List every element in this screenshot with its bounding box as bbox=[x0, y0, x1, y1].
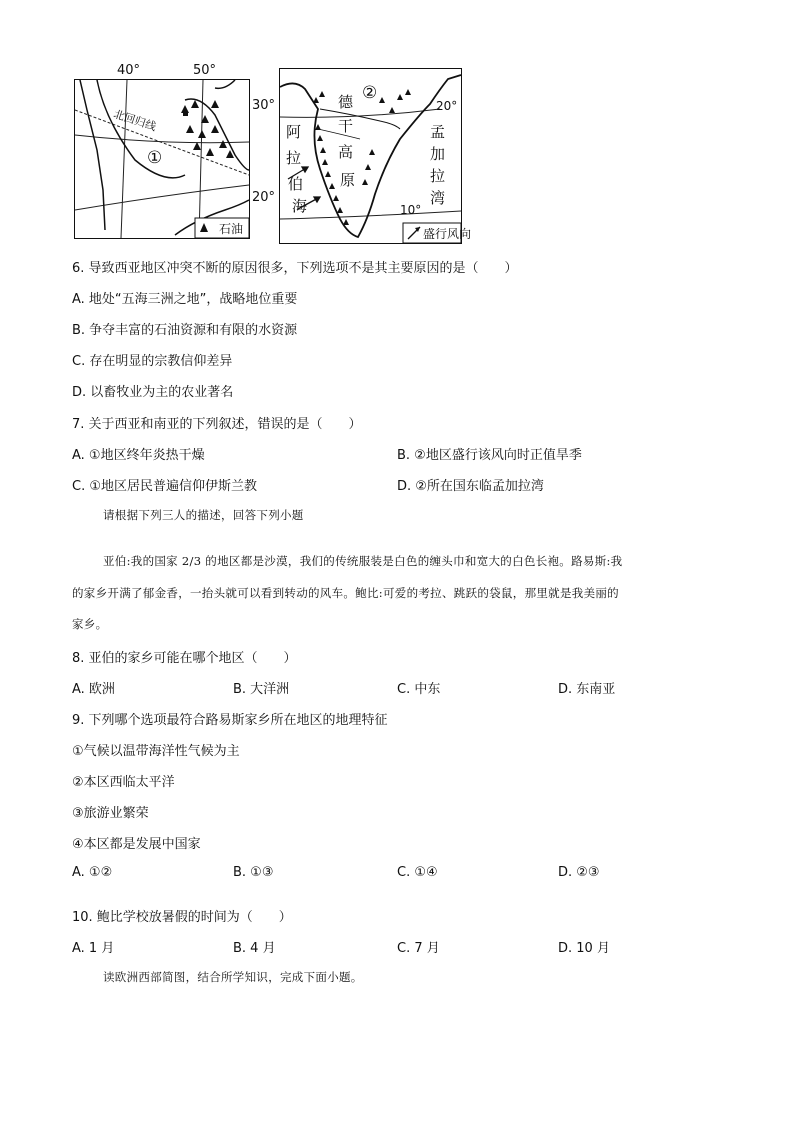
q7-option-d: D. ②所在国东临孟加拉湾 bbox=[397, 479, 544, 494]
q10-stem: 10. 鲍比学校放暑假的时间为（ ） bbox=[72, 910, 292, 925]
passage-line-2: 的家乡开满了郁金香，一抬头就可以看到转动的风车。鲍比:可爱的考拉、跳跃的袋鼠，那里就是我美丽的 bbox=[72, 586, 619, 600]
arabian-sea-char-3: 伯 bbox=[288, 175, 304, 193]
q6-option-d: D. 以畜牧业为主的农业著名 bbox=[72, 385, 234, 400]
instruction-europe-map: 读欧洲西部简图，结合所学知识，完成下面小题。 bbox=[103, 970, 363, 984]
q8-option-a: A. 欧洲 bbox=[72, 682, 115, 697]
region-2-marker: ② bbox=[362, 83, 378, 103]
bay-of-bengal-char-2: 加 bbox=[430, 145, 446, 163]
q8-stem: 8. 亚伯的家乡可能在哪个地区（ ） bbox=[72, 651, 297, 666]
q7-option-c: C. ①地区居民普遍信仰伊斯兰教 bbox=[72, 479, 257, 494]
q10-option-c: C. 7 月 bbox=[397, 941, 440, 956]
q6-stem: 6. 导致西亚地区冲突不断的原因很多，下列选项不是其主要原因的是（ ） bbox=[72, 261, 518, 276]
passage-line-3: 家乡。 bbox=[72, 617, 108, 631]
tropic-of-cancer-label: 北回归线 bbox=[111, 107, 158, 134]
q8-option-c: C. 中东 bbox=[397, 682, 441, 697]
q8-option-d: D. 东南亚 bbox=[558, 682, 616, 697]
deccan-char-2: 干 bbox=[338, 117, 354, 135]
q9-statement-2: ②本区西临太平洋 bbox=[72, 775, 175, 790]
arabian-sea-char-2: 拉 bbox=[286, 149, 302, 167]
map1-lon-50-label: 50° bbox=[193, 63, 217, 78]
legend-oil-label: 石油 bbox=[219, 222, 244, 236]
lat-10-label: 10° bbox=[400, 203, 422, 217]
q10-option-d: D. 10 月 bbox=[558, 941, 610, 956]
bay-of-bengal-char-1: 孟 bbox=[430, 123, 446, 141]
q6-option-c: C. 存在明显的宗教信仰差异 bbox=[72, 354, 233, 369]
arabian-sea-char-1: 阿 bbox=[286, 123, 302, 141]
passage-line-1: 亚伯:我的国家 2/3 的地区都是沙漠，我们的传统服装是白色的缠头巾和宽大的白色长袍。路易斯:我 bbox=[103, 554, 623, 568]
map1-lon-40-label: 40° bbox=[117, 63, 141, 78]
q10-option-a: A. 1 月 bbox=[72, 941, 115, 956]
deccan-char-3: 高 bbox=[338, 143, 354, 161]
lat-20-label: 20° bbox=[436, 99, 458, 113]
q7-option-b: B. ②地区盛行该风向时正值旱季 bbox=[397, 448, 582, 463]
q7-option-a: A. ①地区终年炎热干燥 bbox=[72, 448, 205, 463]
q9-statement-1: ①气候以温带海洋性气候为主 bbox=[72, 744, 240, 759]
south-asia-map bbox=[279, 68, 472, 244]
west-asia-map bbox=[74, 79, 250, 239]
arabian-sea-char-4: 海 bbox=[292, 197, 308, 215]
q9-option-d: D. ②③ bbox=[558, 865, 600, 880]
region-1-marker: ① bbox=[147, 148, 163, 168]
deccan-char-1: 德 bbox=[338, 93, 354, 111]
legend-wind-label: 盛行风向 bbox=[423, 227, 472, 241]
map1-lat-30-label: 30° bbox=[252, 98, 276, 113]
q9-stem: 9. 下列哪个选项最符合路易斯家乡所在地区的地理特征 bbox=[72, 713, 388, 728]
instruction-three-people: 请根据下列三人的描述，回答下列小题 bbox=[103, 508, 304, 522]
map1-lat-20-label: 20° bbox=[252, 190, 276, 205]
bay-of-bengal-char-4: 湾 bbox=[430, 189, 446, 207]
deccan-char-4: 原 bbox=[340, 171, 356, 189]
q9-option-a: A. ①② bbox=[72, 865, 113, 880]
q9-option-b: B. ①③ bbox=[233, 865, 274, 880]
q6-option-a: A. 地处“五海三洲之地”，战略地位重要 bbox=[72, 292, 298, 307]
bay-of-bengal-char-3: 拉 bbox=[430, 167, 446, 185]
q9-option-c: C. ①④ bbox=[397, 865, 438, 880]
q10-option-b: B. 4 月 bbox=[233, 941, 276, 956]
q9-statement-3: ③旅游业繁荣 bbox=[72, 806, 149, 821]
q6-option-b: B. 争夺丰富的石油资源和有限的水资源 bbox=[72, 323, 298, 338]
q9-statement-4: ④本区都是发展中国家 bbox=[72, 837, 201, 852]
q7-stem: 7. 关于西亚和南亚的下列叙述，错误的是（ ） bbox=[72, 417, 362, 432]
q8-option-b: B. 大洋洲 bbox=[233, 682, 290, 697]
